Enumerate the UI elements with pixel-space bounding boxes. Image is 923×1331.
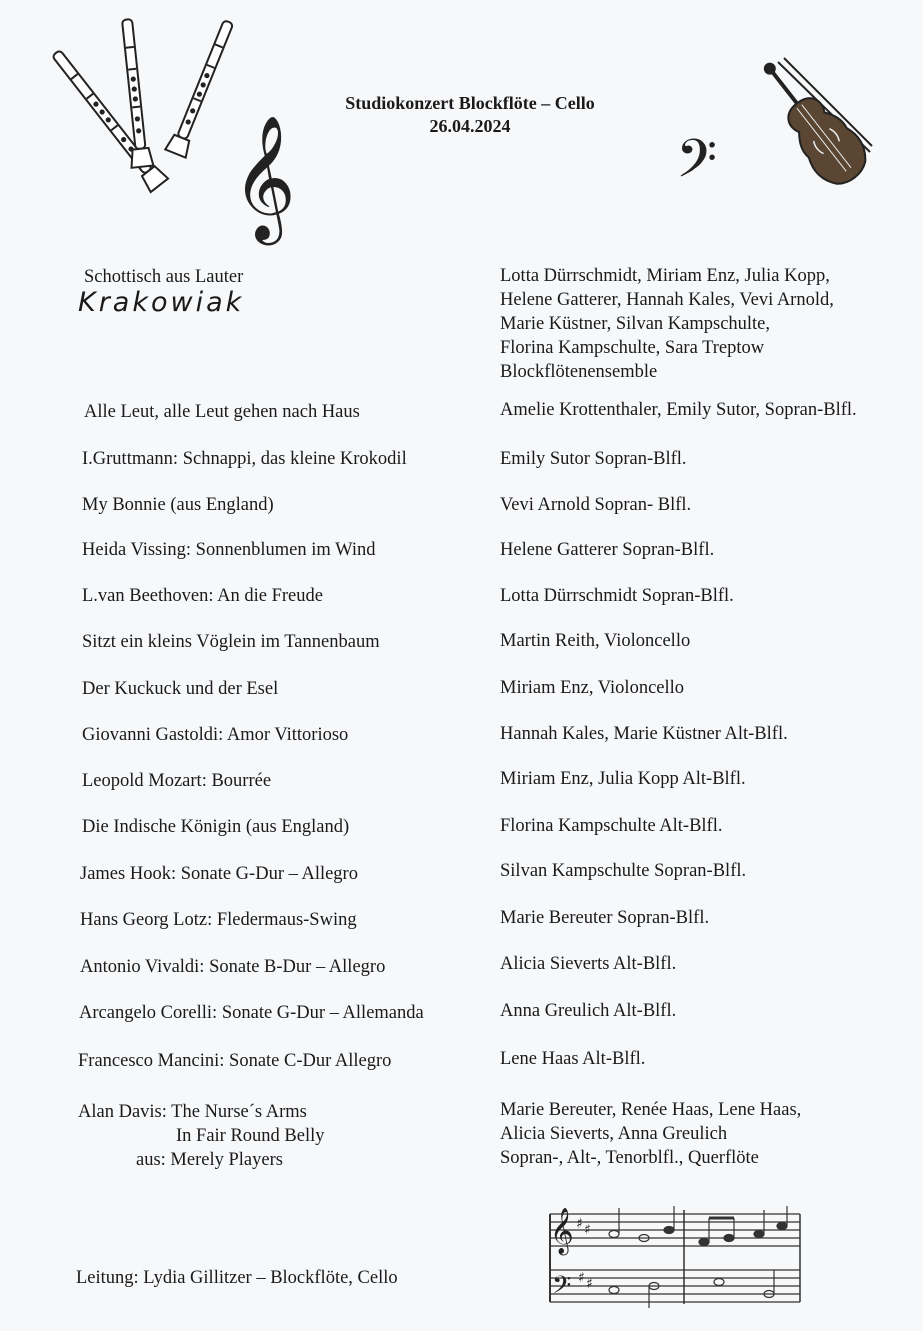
program-item-piece: Giovanni Gastoldi: Amor Vittorioso — [82, 725, 349, 745]
program-item-performers: Florina Kampschulte Alt-Blfl. — [500, 816, 723, 836]
program-item-piece: Der Kuckuck und der Esel — [82, 679, 279, 699]
svg-text:♯: ♯ — [586, 1276, 593, 1292]
program-item-performers: Helene Gatterer Sopran-Blfl. — [500, 540, 715, 560]
performer-line: Lotta Dürrschmidt, Miriam Enz, Julia Kopp, — [500, 266, 830, 286]
program-item-performers: Martin Reith, Violoncello — [500, 631, 691, 651]
svg-text:♯: ♯ — [578, 1270, 585, 1286]
performer-line: Alicia Sieverts, Anna Greulich — [500, 1124, 728, 1144]
performer-line: Blockflötenensemble — [500, 362, 658, 382]
footer-leitung: Leitung: Lydia Gillitzer – Blockflöte, Cello — [76, 1268, 398, 1288]
cello-illustration — [762, 52, 878, 194]
svg-text:♯: ♯ — [584, 1222, 591, 1238]
program-item-piece — [78, 265, 245, 318]
program-item-performers: Miriam Enz, Julia Kopp Alt-Blfl. — [500, 769, 746, 789]
program-item-piece: Sitzt ein kleins Vöglein im Tannenbaum — [82, 632, 380, 652]
svg-text:♯: ♯ — [576, 1216, 583, 1232]
program-item-performers: Anna Greulich Alt-Blfl. — [500, 1001, 677, 1021]
recorders-illustration — [40, 14, 240, 194]
program-item-piece: Arcangelo Corelli: Sonate G-Dur – Allemanda — [79, 1003, 424, 1023]
performer-line: Sopran-, Alt-, Tenorblfl., Querflöte — [500, 1148, 759, 1168]
program-item-piece: James Hook: Sonate G-Dur – Allegro — [80, 864, 358, 884]
program-item-performers: Marie Bereuter Sopran-Blfl. — [500, 908, 710, 928]
program-item-piece: Francesco Mancini: Sonate C-Dur Allegro — [78, 1051, 392, 1071]
program-item-performers: Alicia Sieverts Alt-Blfl. — [500, 954, 677, 974]
program-item-piece: Leopold Mozart: Bourrée — [82, 771, 272, 791]
performer-line: Marie Bereuter, Renée Haas, Lene Haas, — [500, 1100, 802, 1120]
program-item-piece: L.van Beethoven: An die Freude — [82, 586, 323, 606]
piece-line: Schottisch aus Lauter — [84, 267, 244, 287]
program-item-performers: Vevi Arnold Sopran- Blfl. — [500, 495, 692, 515]
piece-line: aus: Merely Players — [136, 1150, 283, 1170]
program-item-piece: My Bonnie (aus England) — [82, 495, 274, 515]
piece-line: Alan Davis: The Nurse´s Arms — [78, 1102, 307, 1122]
program-item-performers: Amelie Krottenthaler, Emily Sutor, Sopran-Blfl. — [500, 400, 857, 420]
svg-text:𝄢: 𝄢 — [552, 1271, 572, 1306]
bass-clef-icon: 𝄢 — [676, 129, 718, 203]
program-item-performers: Miriam Enz, Violoncello — [500, 678, 685, 698]
program-item-piece: Alle Leut, alle Leut gehen nach Haus — [84, 402, 360, 422]
concert-date: 26.04.2024 — [429, 116, 511, 136]
program-item-performers — [500, 1098, 801, 1170]
performer-line: Florina Kampschulte, Sara Treptow — [500, 338, 765, 358]
program-item-performers: Lotta Dürrschmidt Sopran-Blfl. — [500, 586, 734, 606]
concert-header — [300, 92, 640, 138]
performer-line: Helene Gatterer, Hannah Kales, Vevi Arnold, — [500, 290, 834, 310]
program-item-performers: Emily Sutor Sopran-Blfl. — [500, 449, 687, 469]
piece-line-handwritten: Krakowiak — [78, 287, 245, 318]
program-item-piece: Hans Georg Lotz: Fledermaus-Swing — [80, 910, 357, 930]
program-item-piece: Heida Vissing: Sonnenblumen im Wind — [82, 540, 376, 560]
program-item-performers: Hannah Kales, Marie Küstner Alt-Blfl. — [500, 724, 788, 744]
sheet-music-illustration — [544, 1200, 806, 1310]
concert-title: Studiokonzert Blockflöte – Cello — [345, 93, 595, 113]
piece-line: In Fair Round Belly — [176, 1126, 325, 1146]
program-item-performers: Lene Haas Alt-Blfl. — [500, 1049, 646, 1069]
program-item-piece: I.Gruttmann: Schnappi, das kleine Krokodil — [82, 449, 407, 469]
treble-clef-icon: 𝄞 — [232, 115, 296, 240]
performer-line: Marie Küstner, Silvan Kampschulte, — [500, 314, 771, 334]
program-item-performers: Silvan Kampschulte Sopran-Blfl. — [500, 861, 747, 881]
program-item-piece: Antonio Vivaldi: Sonate B-Dur – Allegro — [80, 957, 386, 977]
svg-text:𝄞: 𝄞 — [550, 1208, 574, 1254]
program-item-piece: Die Indische Königin (aus England) — [82, 817, 350, 837]
program-item-piece — [78, 1100, 325, 1172]
program-item-performers — [500, 264, 834, 384]
